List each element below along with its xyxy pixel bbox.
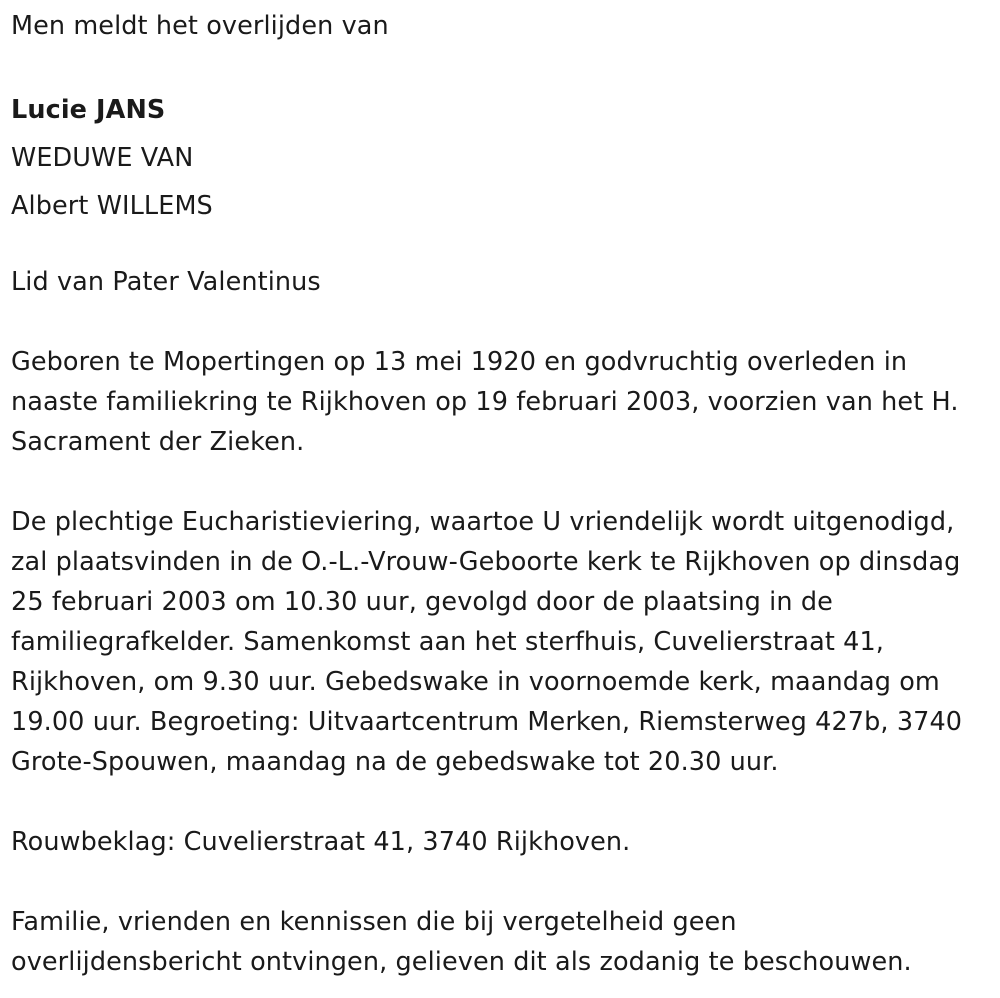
membership-text: Lid van Pater Valentinus [11, 267, 321, 297]
paragraph-line: Rijkhoven, om 9.30 uur. Gebedswake in voornoemde kerk, maandag om [11, 667, 940, 697]
paragraph-line: overlijdensbericht ontvingen, gelieven dit als zodanig te beschouwen. [11, 947, 912, 977]
paragraph-line: 19.00 uur. Begroeting: Uitvaartcentrum Merken, Riemsterweg 427b, 3740 [11, 707, 963, 737]
spacer [11, 302, 991, 342]
condolences-text: Rouwbeklag: Cuvelierstraat 41, 3740 Rijkhoven. [11, 827, 631, 857]
relation-text: WEDUWE VAN [11, 143, 194, 173]
paragraph-line: 25 februari 2003 om 10.30 uur, gevolgd door de plaatsing in de [11, 587, 833, 617]
paragraph-line: familiegrafkelder. Samenkomst aan het sterfhuis, Cuvelierstraat 41, [11, 627, 884, 657]
closing-paragraph [11, 902, 991, 982]
paragraph-line: Geboren te Mopertingen op 13 mei 1920 en godvruchtig overleden in [11, 347, 908, 377]
paragraph-line: naaste familiekring te Rijkhoven op 19 februari 2003, voorzien van het H. [11, 387, 959, 417]
paragraph-line: Sacrament der Zieken. [11, 427, 305, 457]
paragraph-line: Grote-Spouwen, maandag na de gebedswake tot 20.30 uur. [11, 747, 779, 777]
intro-text: Men meldt het overlijden van [11, 11, 389, 41]
ceremony-paragraph [11, 502, 991, 782]
paragraph-line: zal plaatsvinden in de O.-L.-Vrouw-Geboorte kerk te Rijkhoven op dinsdag [11, 547, 961, 577]
spacer [11, 782, 991, 822]
obituary-notice [11, 6, 991, 982]
spacer [11, 462, 991, 502]
paragraph-line: De plechtige Eucharistieviering, waartoe U vriendelijk wordt uitgenodigd, [11, 507, 955, 537]
spacer [11, 46, 991, 86]
spacer [11, 862, 991, 902]
spouse-name: Albert WILLEMS [11, 191, 213, 221]
deceased-name: Lucie JANS [11, 95, 166, 125]
birth-death-paragraph [11, 342, 991, 462]
spacer [11, 230, 991, 262]
paragraph-line: Familie, vrienden en kennissen die bij vergetelheid geen [11, 907, 737, 937]
